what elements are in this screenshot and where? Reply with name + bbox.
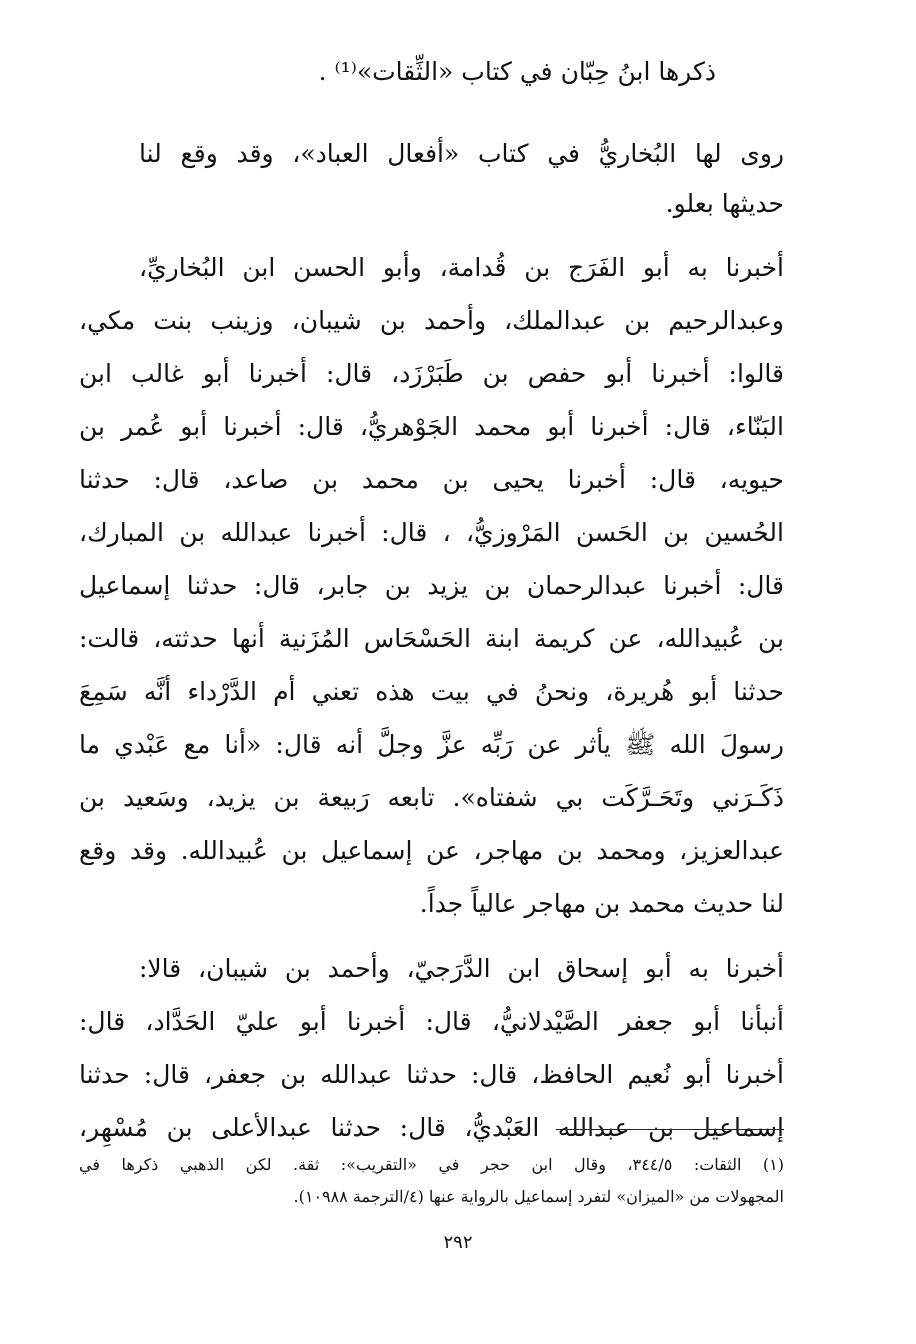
text-line: أنبأنا أبو جعفر الصَّيْدلانيُّ، قال: أخبرنا أبو عليّ الحَدَّاد، قال: bbox=[79, 1007, 784, 1036]
text-line: ذكرها ابنُ حِبّان في كتاب «الثِّقات»⁽¹⁾ . bbox=[318, 57, 716, 86]
text-line: رسولَ الله ﷺ يأثر عن رَبِّه عزَّ وجلَّ أنه قال: «أنا مع عَبْدي ما bbox=[79, 730, 784, 759]
text-line: البَنّاء، قال: أخبرنا أبو محمد الجَوْهريُّ، قال: أخبرنا أبو عُمر بن bbox=[79, 412, 784, 441]
text-line: أخبرنا به أبو إسحاق ابن الدَّرَجيّ، وأحمد بن شيبان، قالا: bbox=[139, 954, 784, 983]
text-line: وعبدالرحيم بن عبدالملك، وأحمد بن شيبان، وزينب بنت مكي، bbox=[79, 306, 784, 335]
text-line: أخبرنا به أبو الفَرَج بن قُدامة، وأبو الحسن ابن البُخاريِّ، bbox=[139, 253, 784, 282]
text-line: ذَكَـرَني وتَحَـرَّكَت بي شفتاه». تابعه رَبيعة بن يزيد، وسَعيد بن bbox=[79, 783, 784, 812]
text-line: حيويه، قال: أخبرنا يحيى بن محمد بن صاعد، قال: حدثنا bbox=[79, 465, 784, 494]
text-line: حديثها بعلو. bbox=[665, 189, 784, 218]
footnote-line: المجهولات من «الميزان» لتفرد إسماعيل بالرواية عنها (٤/الترجمة ١٠٩٨٨). bbox=[293, 1187, 784, 1206]
footnote-line: (١) الثقات: ٣٤٤/٥، وقال ابن حجر في «التقريب»: ثقة. لكن الذهبي ذكرها في bbox=[79, 1155, 785, 1174]
text-line: لنا حديث محمد بن مهاجر عالياً جداً. bbox=[419, 889, 784, 918]
text-line: حدثنا أبو هُريرة، ونحنُ في بيت هذه تعني أم الدَّرْداء أنَّه سَمِعَ bbox=[79, 677, 784, 706]
text-line: الحُسين بن الحَسن المَرْوزيُّ، ، قال: أخبرنا عبدالله بن المبارك، bbox=[79, 518, 784, 547]
text-line: إسماعيل بن عبدالله العَبْديُّ، قال: حدثنا عبدالأعلى بن مُسْهِر، bbox=[79, 1113, 784, 1142]
footnote-divider bbox=[556, 1129, 784, 1130]
text-line: أخبرنا أبو نُعيم الحافظ، قال: حدثنا عبدالله بن جعفر، قال: حدثنا bbox=[79, 1060, 784, 1089]
text-line: بن عُبيدالله، عن كريمة ابنة الحَسْحَاس المُزَنية أنها حدثته، قالت: bbox=[79, 624, 784, 653]
page-number: ٢٩٢ bbox=[443, 1232, 473, 1253]
text-line: عبدالعزيز، ومحمد بن مهاجر، عن إسماعيل بن عُبيدالله. وقد وقع bbox=[79, 836, 784, 865]
text-line: قال: أخبرنا عبدالرحمان بن يزيد بن جابر، قال: حدثنا إسماعيل bbox=[79, 571, 784, 600]
text-line: روى لها البُخاريُّ في كتاب «أفعال العباد»، وقد وقع لنا bbox=[139, 139, 784, 168]
text-line: قالوا: أخبرنا أبو حفص بن طَبَرْزَد، قال: أخبرنا أبو غالب ابن bbox=[79, 359, 784, 388]
